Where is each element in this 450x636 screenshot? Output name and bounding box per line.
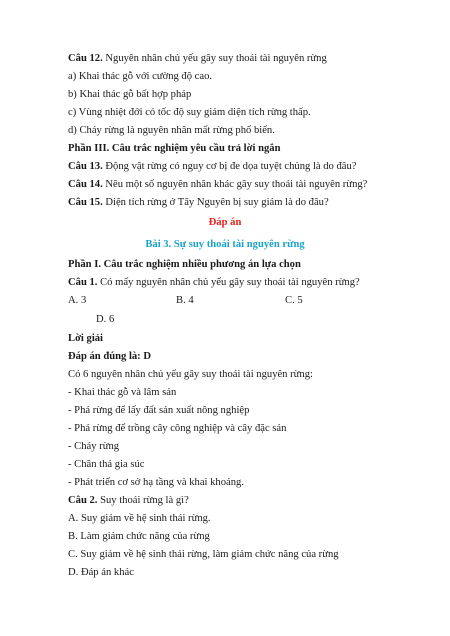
- question-label: Câu 14.: [68, 179, 103, 190]
- question-1: [68, 276, 360, 290]
- option-b: B. 4: [176, 295, 194, 306]
- question-text: Có mấy nguyên nhân chủ yếu gây suy thoái tài nguyên rừng?: [97, 277, 360, 288]
- question-label: Câu 1.: [68, 277, 98, 288]
- option-c: C. Suy giảm về hệ sinh thái rừng, làm giảm chức năng của rừng: [68, 549, 339, 560]
- option-d: d) Cháy rừng là nguyên nhân mất rừng phổ biến.: [68, 125, 275, 136]
- option-d: D. 6: [96, 314, 115, 325]
- question-2: [68, 494, 189, 508]
- question-15: [68, 196, 329, 210]
- part-3-heading: Phần III. Câu trắc nghiệm yêu cầu trả lời ngắn: [68, 143, 281, 154]
- explanation-intro: Có 6 nguyên nhân chủ yếu gây suy thoái tài nguyên rừng:: [68, 369, 313, 380]
- cause-item: - Cháy rừng: [68, 441, 120, 452]
- option-b: b) Khai thác gỗ bất hợp pháp: [68, 89, 192, 100]
- cause-item: - Chăn thả gia súc: [68, 459, 145, 470]
- question-text: Nguyên nhân chủ yếu gây suy thoái tài nguyên rừng: [102, 53, 327, 64]
- option-a: A. Suy giảm về hệ sinh thái rừng.: [68, 513, 211, 524]
- question-text: Động vật rừng có nguy cơ bị đe dọa tuyệt chủng là do đâu?: [102, 161, 357, 172]
- option-a: A. 3: [68, 295, 87, 306]
- question-label: Câu 15.: [68, 197, 103, 208]
- question-label: Câu 2.: [68, 495, 98, 506]
- part-1-heading: Phần I. Câu trắc nghiệm nhiều phương án lựa chọn: [68, 259, 301, 270]
- question-13: [68, 160, 357, 174]
- option-d: D. Đáp án khác: [68, 567, 134, 578]
- question-14: [68, 178, 367, 192]
- solution-label: Lời giải: [68, 333, 104, 344]
- question-label: Câu 12.: [68, 53, 103, 64]
- question-label: Câu 13.: [68, 161, 103, 172]
- question-text: Diện tích rừng ở Tây Nguyên bị suy giảm là do đâu?: [102, 197, 329, 208]
- question-12: [68, 52, 327, 66]
- cause-item: - Phá rừng để lấy đất sản xuất nông nghiệp: [68, 405, 250, 416]
- question-text: Suy thoái rừng là gì?: [97, 495, 189, 506]
- option-b: B. Làm giảm chức năng của rừng: [68, 531, 210, 542]
- option-a: a) Khai thác gỗ với cường độ cao.: [68, 71, 213, 82]
- answer-heading: Đáp án: [208, 217, 242, 228]
- cause-item: - Phá rừng để trồng cây công nghiệp và cây đặc sản: [68, 423, 287, 434]
- option-c: c) Vùng nhiệt đới có tốc độ suy giảm diện tích rừng thấp.: [68, 107, 311, 118]
- cause-item: - Phát triển cơ sở hạ tầng và khai khoáng.: [68, 477, 244, 488]
- cause-item: - Khai thác gỗ và lâm sản: [68, 387, 177, 398]
- question-text: Nêu một số nguyên nhân khác gây suy thoái tài nguyên rừng?: [102, 179, 368, 190]
- lesson-title: Bài 3. Sự suy thoái tài nguyên rừng: [145, 239, 305, 250]
- correct-answer: Đáp án đúng là: D: [68, 351, 152, 362]
- option-c: C. 5: [285, 295, 303, 306]
